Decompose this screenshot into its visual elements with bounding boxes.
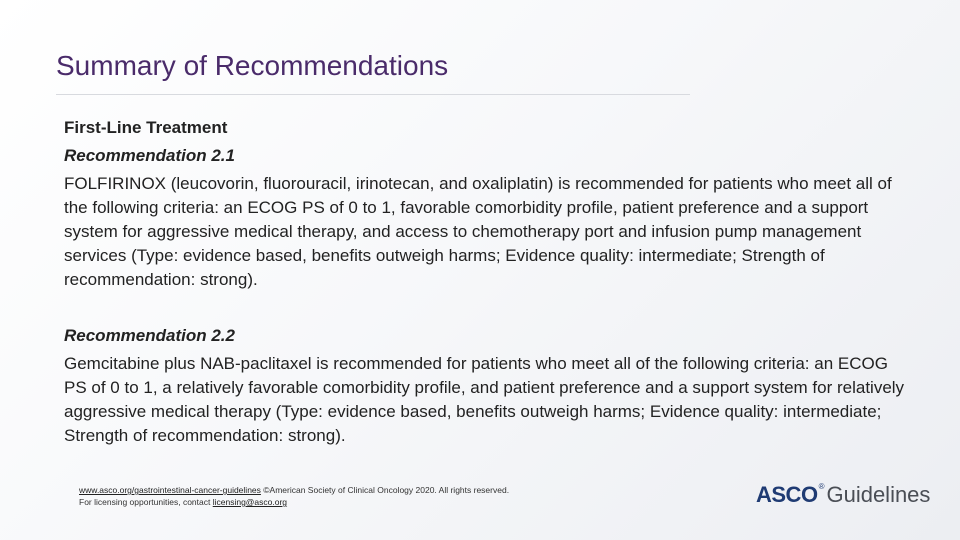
copyright-text: ©American Society of Clinical Oncology 2020. All rights reserved.	[260, 485, 510, 495]
footer-line-1	[79, 484, 509, 496]
recommendation-2-2-heading: Recommendation 2.2	[64, 326, 235, 345]
logo-registered-mark: ®	[818, 482, 825, 491]
section-heading: First-Line Treatment	[64, 118, 228, 137]
recommendation-2-1-heading: Recommendation 2.1	[64, 146, 235, 165]
footer	[79, 484, 509, 508]
recommendation-2-2-text: Gemcitabine plus NAB-paclitaxel is recommended for patients who meet all of the following criteria: an ECOG PS of 0 to 1, a relatively favorable comorbidity profile, and patient preference and a support system for relatively aggressive medical therapy (Type: evidence based, benefits outweigh harms; Evidence quality: intermediate; Strength of recommendation: strong).	[64, 354, 905, 445]
asco-guidelines-logo	[756, 482, 930, 508]
licensing-text: For licensing opportunities, contact	[79, 497, 213, 507]
logo-asco-text: ASCO	[756, 482, 818, 507]
recommendation-2-1-text: FOLFIRINOX (leucovorin, fluorouracil, irinotecan, and oxaliplatin) is recommended for patients who meet all of the following criteria: an ECOG PS of 0 to 1, favorable comorbidity profile, patient preference and a support system for aggressive medical therapy, and access to chemotherapy port and infusion pump management services (Type: evidence based, benefits outweigh harms; Evidence quality: intermediate; Strength of recommendation: strong).	[64, 174, 892, 289]
logo-guidelines-text: Guidelines	[826, 482, 931, 507]
guidelines-link[interactable]: www.asco.org/gastrointestinal-cancer-guidelines	[79, 485, 261, 495]
slide-content	[64, 116, 914, 448]
title-divider	[56, 94, 690, 95]
page-title: Summary of Recommendations	[56, 50, 449, 81]
spacer	[64, 292, 914, 324]
licensing-email-link[interactable]: licensing@asco.org	[212, 497, 288, 507]
footer-line-2	[79, 496, 509, 508]
